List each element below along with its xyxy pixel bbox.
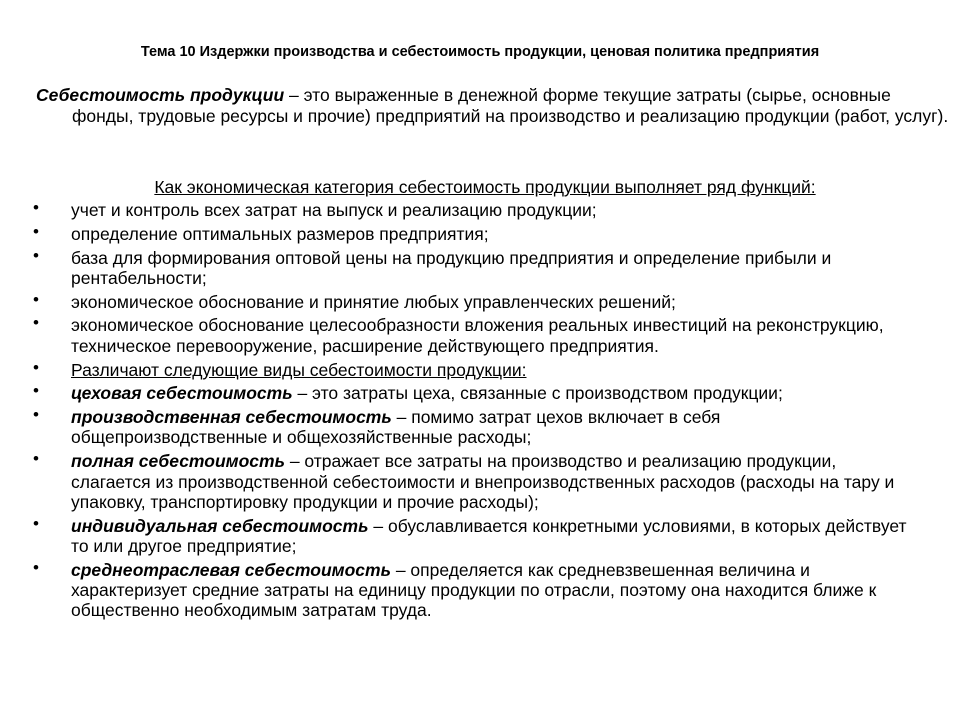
type-term: полная себестоимость [71,451,285,472]
types-heading: Различают следующие виды себестоимости продукции: [71,359,527,380]
bullet-icon: • [33,381,39,401]
type-text: – это затраты цеха, связанные с производством продукции; [292,383,783,404]
list-item [33,383,913,403]
definition-term: Себестоимость продукции [36,85,285,105]
bullet-icon: • [33,313,39,333]
type-term: индивидуальная себестоимость [71,515,369,536]
function-text: учет и контроль всех затрат на выпуск и реализацию продукции; [71,200,597,220]
list-item [33,221,913,244]
definition-text: – это выраженные в денежной форме текущие затраты (сырье, основные фонды, трудовые ресурсы и прочие) предприятий на производство и реализацию продукции (работ, услуг). [72,85,949,126]
list-item [33,315,913,356]
list-item [33,407,913,448]
bullet-list [33,200,913,624]
slide-title: Тема 10 Издержки производства и себестоимость продукции, ценовая политика предприятия [140,44,820,60]
type-text: – определяется как средневзвешенная величина и характеризует средние затраты на единицу продукции по отрасли, поэтому она находится ближе к общественно необходимым затратам труда. [71,559,877,621]
bullet-icon: • [33,221,39,241]
list-item [33,289,913,312]
list-item [33,451,913,512]
bullet-icon: • [33,557,39,577]
list-item [33,200,913,220]
function-text: экономическое обоснование целесообразности вложения реальных инвестиций на реконструкцию, техническое перевооружение, расширение действующего предприятия. [71,315,884,356]
list-item [33,245,913,289]
bullet-icon: • [33,449,39,469]
type-term: среднеотраслевая себестоимость [71,559,391,580]
bullet-icon: • [33,245,39,265]
type-term: цеховая себестоимость [71,383,293,404]
type-text: – помимо затрат цехов включает в себя общепроизводственные и общехозяйственные расходы; [71,407,721,448]
function-text: определение оптимальных размеров предприятия; [71,223,489,244]
type-text: – отражает все затраты на производство и реализацию продукции, слагается из производственной себестоимости и внепроизводственных расходов (расходы на тару и упаковку, транспортировку продукции и прочие расходы); [71,451,895,512]
bullet-icon: • [33,357,39,377]
function-text: база для формирования оптовой цены на продукцию предприятия и определение прибыли и рентабельности; [71,247,832,288]
type-term: производственная себестоимость [71,407,392,428]
list-item [33,357,913,380]
bullet-icon: • [33,513,39,533]
functions-intro: Как экономическая категория себестоимость продукции выполняет ряд функций: [154,177,816,197]
bullet-icon: • [33,289,39,309]
list-item [33,513,913,557]
definition-paragraph [36,85,952,126]
bullet-icon: • [33,198,39,217]
function-text: экономическое обоснование и принятие любых управленческих решений; [71,291,676,312]
bullet-icon: • [33,405,39,425]
list-item [33,557,913,621]
type-text: – обуславливается конкретными условиями, в которых действует то или другое предприятие; [71,515,907,556]
